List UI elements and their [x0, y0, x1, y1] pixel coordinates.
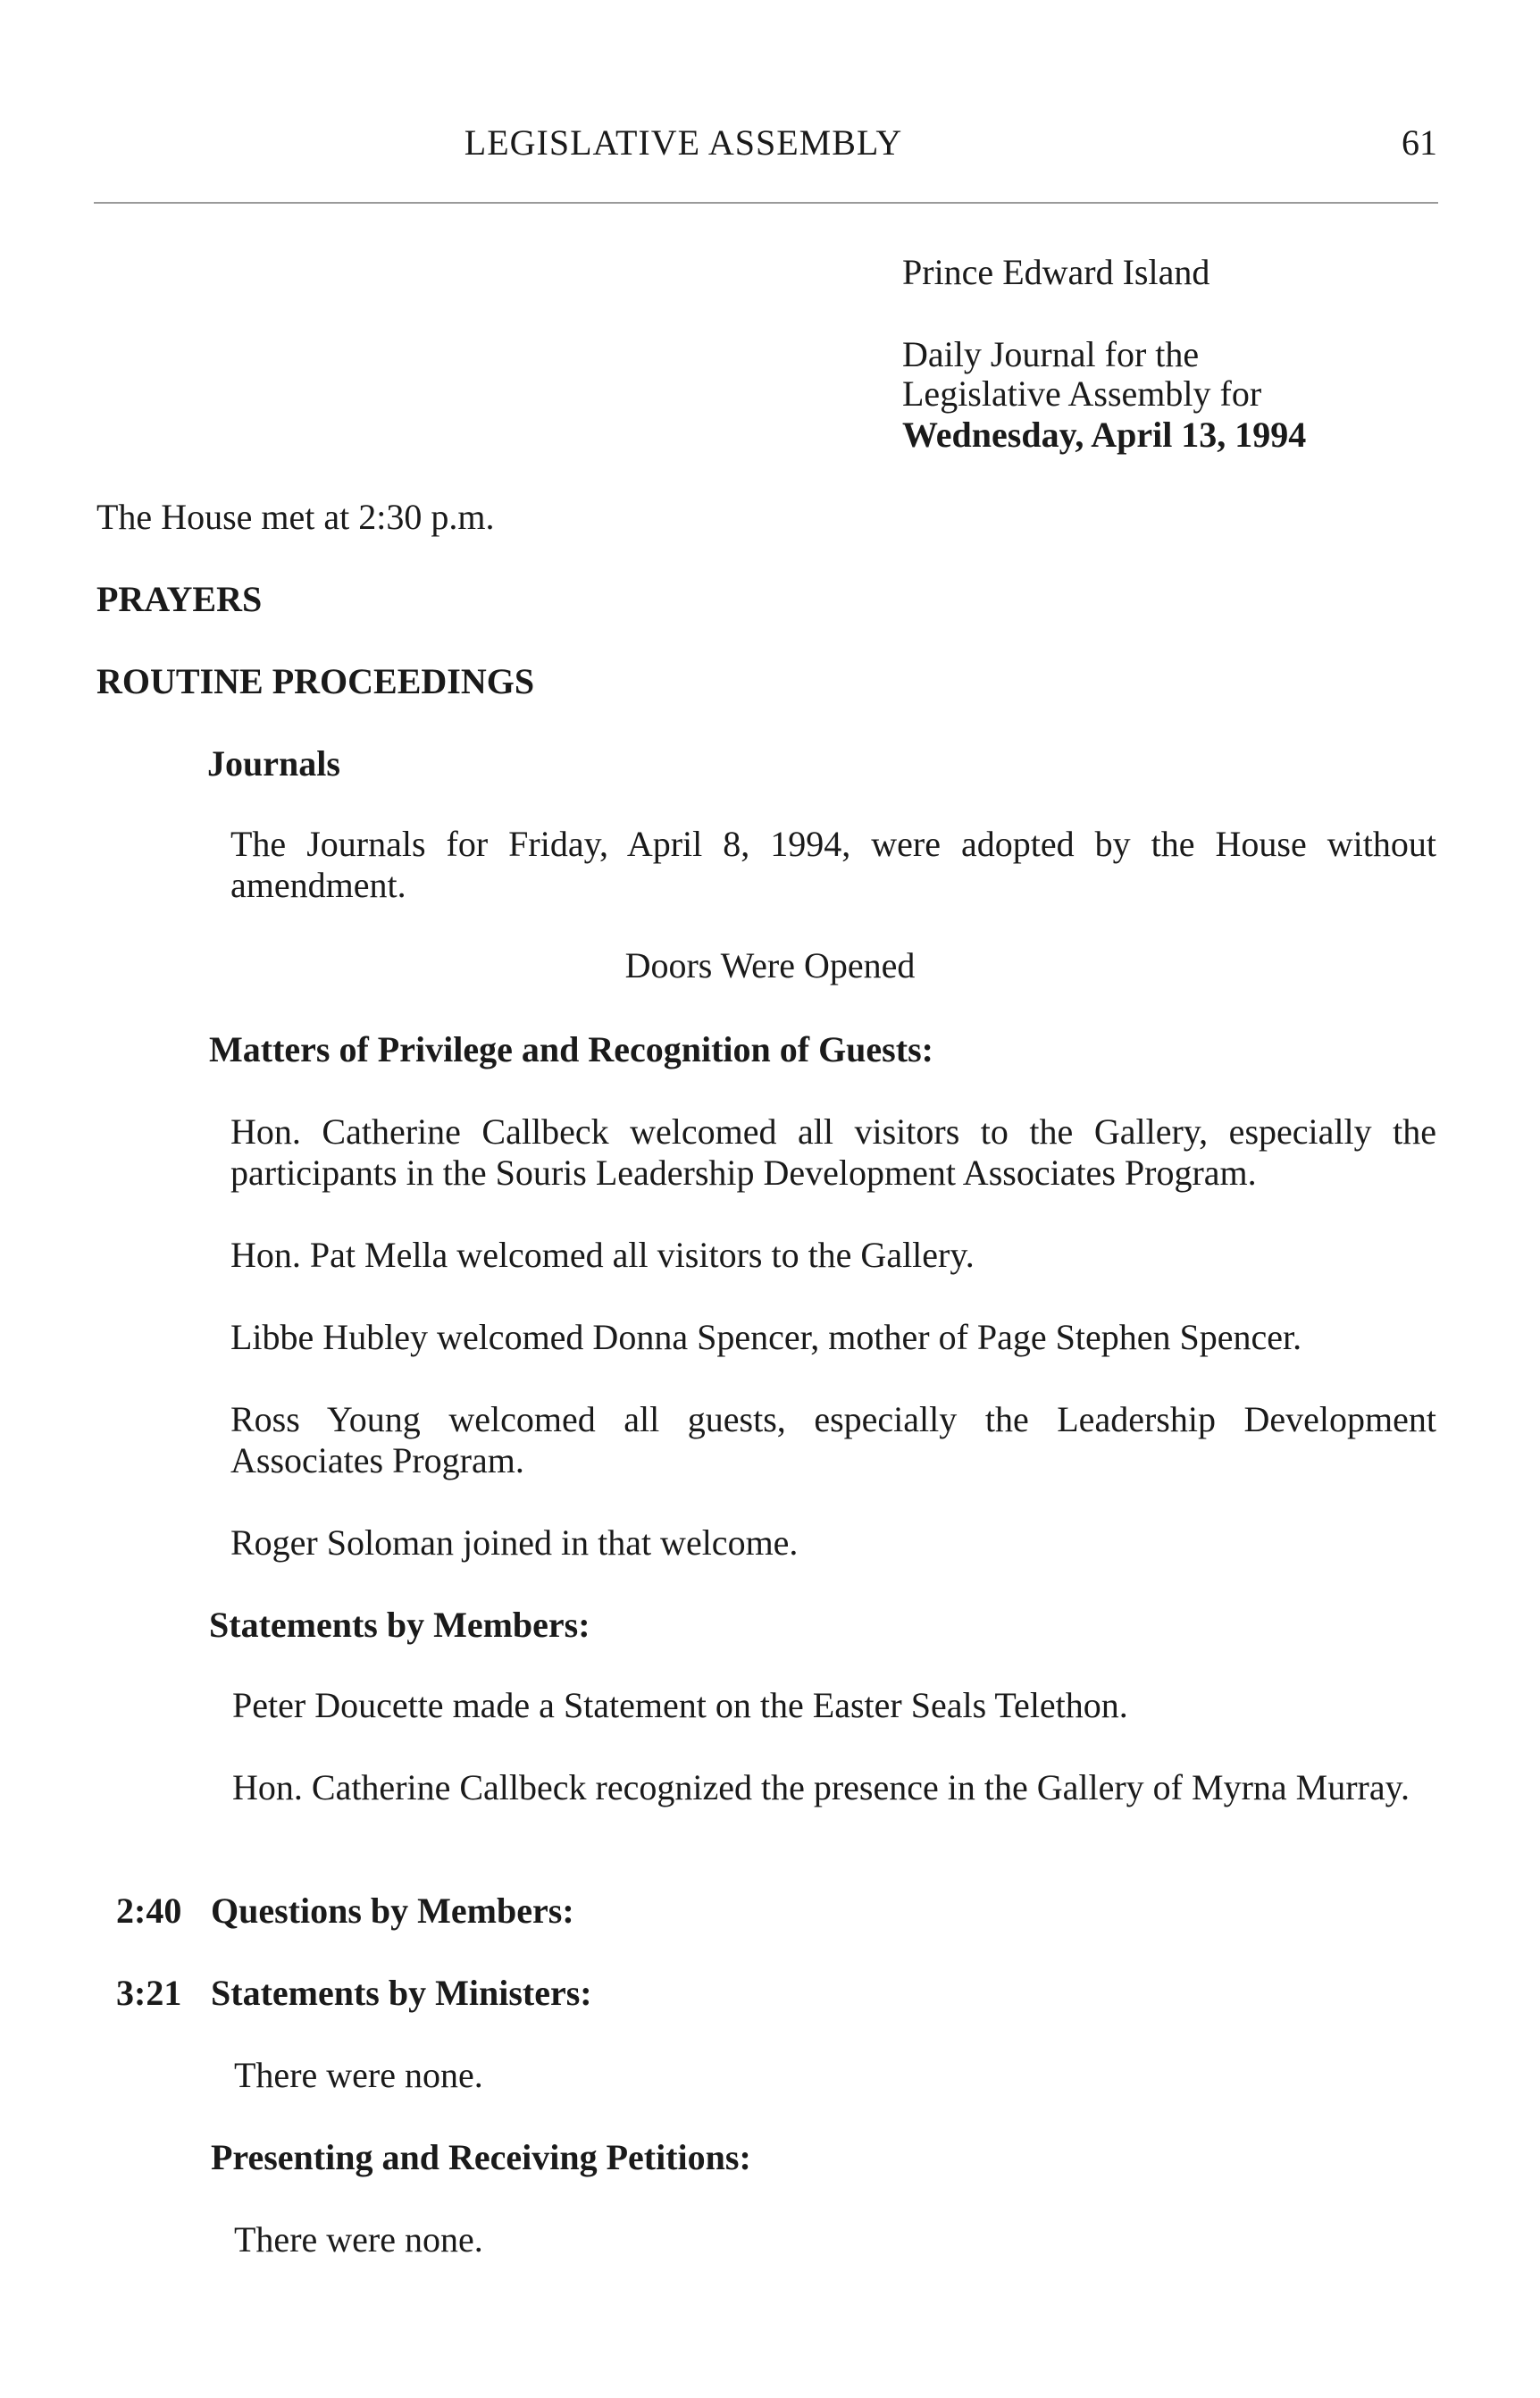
journal-title-line1: Daily Journal for the: [902, 334, 1200, 374]
petitions-none: There were none.: [234, 2219, 483, 2260]
ministers-time: 3:21: [116, 1973, 182, 2013]
header-rule: [94, 202, 1438, 204]
journals-paragraph: The Journals for Friday, April 8, 1994, were adopted by the House without amendment.: [230, 824, 1436, 905]
privilege-item: Roger Soloman joined in that welcome.: [230, 1522, 799, 1563]
opening-statement: The House met at 2:30 p.m.: [96, 497, 495, 537]
journals-heading: Journals: [207, 743, 340, 784]
page-number: 61: [1402, 122, 1437, 163]
statements-ministers-heading: Statements by Ministers:: [211, 1973, 592, 2013]
privilege-item: Ross Young welcomed all guests, especially the Leadership Development Associates Program.: [230, 1399, 1436, 1480]
routine-proceedings-heading: ROUTINE PROCEEDINGS: [96, 661, 535, 701]
journal-title-line2: Legislative Assembly for: [902, 373, 1262, 414]
journal-date: Wednesday, April 13, 1994: [902, 415, 1307, 455]
ministers-none: There were none.: [234, 2055, 483, 2095]
privilege-item: Libbe Hubley welcomed Donna Spencer, mother of Page Stephen Spencer.: [230, 1317, 1302, 1357]
statement-item: Hon. Catherine Callbeck recognized the presence in the Gallery of Myrna Murray.: [232, 1767, 1410, 1807]
doors-opened: Doors Were Opened: [624, 945, 916, 985]
questions-time: 2:40: [116, 1891, 182, 1931]
running-header: LEGISLATIVE ASSEMBLY: [464, 122, 903, 163]
petitions-heading: Presenting and Receiving Petitions:: [211, 2137, 751, 2177]
privilege-heading: Matters of Privilege and Recognition of Guests:: [209, 1029, 933, 1069]
province-name: Prince Edward Island: [902, 252, 1210, 292]
questions-heading: Questions by Members:: [211, 1891, 574, 1931]
privilege-item: Hon. Pat Mella welcomed all visitors to the Gallery.: [230, 1235, 975, 1275]
statement-item: Peter Doucette made a Statement on the Easter Seals Telethon.: [232, 1685, 1128, 1725]
privilege-item: Hon. Catherine Callbeck welcomed all visitors to the Gallery, especially the participants in the Souris Leadership Development Associates Program.: [230, 1111, 1436, 1193]
statements-members-heading: Statements by Members:: [209, 1605, 590, 1645]
prayers-heading: PRAYERS: [96, 579, 263, 619]
